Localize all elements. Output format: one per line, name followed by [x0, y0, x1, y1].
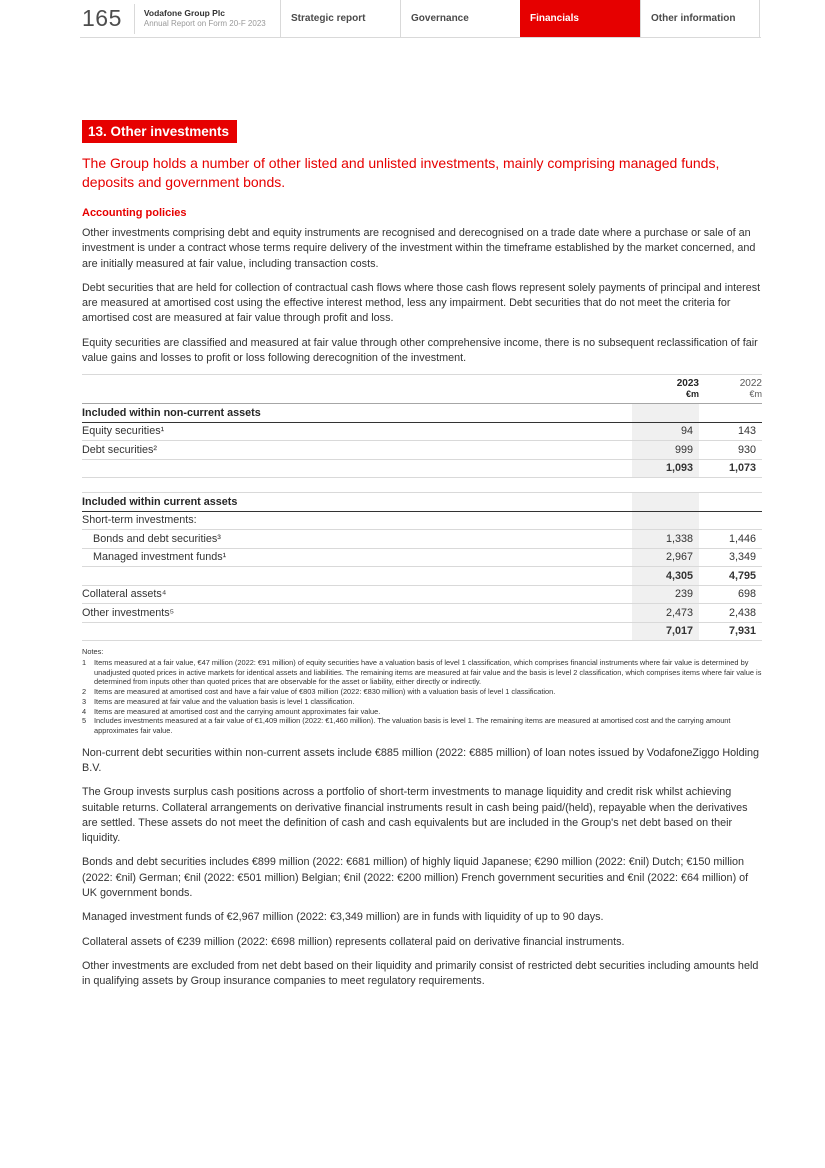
section-label: Included within non-current assets	[82, 404, 632, 423]
value-2023: 1,338	[632, 530, 699, 549]
value-2023: 999	[632, 441, 699, 460]
table-row	[82, 604, 762, 623]
group-label: Short-term investments:	[82, 511, 632, 530]
footnote-number: 4	[82, 706, 87, 716]
note-13-section	[82, 120, 762, 990]
subtotal-row-short-term	[82, 567, 762, 586]
row-label: Debt securities²	[82, 441, 632, 460]
footnote	[82, 658, 769, 687]
company-name: Vodafone Group Plc	[143, 8, 225, 19]
tab-strategic-report[interactable]: Strategic report	[280, 0, 400, 37]
value-2022: 698	[699, 585, 762, 604]
footnote-number: 1	[82, 658, 87, 668]
table-gap	[82, 478, 762, 492]
section-tabs	[280, 0, 761, 37]
footnote	[82, 697, 769, 707]
table-header-row	[82, 375, 762, 404]
value-2022: 3,349	[699, 548, 762, 567]
report-identity	[135, 8, 266, 29]
tab-other-information[interactable]: Other information	[640, 0, 760, 37]
footnote	[82, 687, 769, 697]
value-2023: 2,473	[632, 604, 699, 623]
commentary	[82, 746, 762, 990]
row-label: Collateral assets⁴	[82, 585, 632, 604]
value-2022: 143	[699, 422, 762, 441]
footnote-text: Items are measured at amortised cost and the carrying amount approximates fair value.	[94, 706, 381, 716]
row-label: Equity securities¹	[82, 422, 632, 441]
accounting-policies-heading: Accounting policies	[82, 207, 187, 219]
footnote	[82, 707, 769, 717]
header-left	[80, 0, 280, 37]
section-row-current	[82, 493, 762, 512]
value-2022: 930	[699, 441, 762, 460]
tab-financials[interactable]: Financials	[520, 0, 640, 37]
page-header	[80, 0, 761, 38]
table-row	[82, 441, 762, 460]
accounting-policies-paragraph: Debt securities that are held for collection of contractual cash flows where those cash flows represent solely payments of principal and interest are measured at amortised cost using the effective interest method, less any impairment. Debt securities that do not meet the criteria for amortised cost are measured at fair value through profit and loss.	[82, 281, 761, 325]
section-row-non-current	[82, 404, 762, 423]
footnote-number: 3	[82, 696, 87, 706]
column-header-2022: 2022 €m	[699, 375, 762, 404]
commentary-paragraph: Bonds and debt securities includes €899 million (2022: €681 million) of highly liquid Japanese; €290 million (2022: €nil) Dutch; €150 million (2022: €nil) German; €nil (2022: €501 million) Belgian; €nil (2022: €200 million) French government securities and €nil (2022: €64 million) of UK government bonds.	[82, 856, 749, 900]
note-13-intro: The Group holds a number of other listed and unlisted investments, mainly comprising managed funds, deposits and government bonds.	[82, 155, 720, 190]
value-2023: 94	[632, 422, 699, 441]
table-row	[82, 422, 762, 441]
report-name: Annual Report on Form 20-F 2023	[143, 18, 266, 28]
group-label-row	[82, 511, 762, 530]
value-2022: 2,438	[699, 604, 762, 623]
commentary-paragraph: Collateral assets of €239 million (2022: €698 million) represents collateral paid on derivative financial instruments.	[82, 935, 625, 948]
total-row-current	[82, 622, 762, 641]
commentary-paragraph: Non-current debt securities within non-current assets include €885 million (2022: €885 million) of loan notes issued by VodafoneZiggo Holding B.V.	[82, 746, 759, 774]
table-header-spacer	[82, 375, 632, 404]
value-2023: 2,967	[632, 548, 699, 567]
note-13-title: 13. Other investments	[82, 120, 237, 143]
accounting-policies-paragraph: Equity securities are classified and measured at fair value through other comprehensive income, there is no subsequent reclassification of fair value gains and losses to profit or loss following derecognition of the investment.	[82, 336, 758, 365]
subtotal-2022: 4,795	[699, 567, 762, 586]
page-number: 165	[82, 5, 122, 31]
footnotes-heading: Notes:	[82, 647, 104, 657]
footnote	[82, 716, 769, 735]
commentary-paragraph: The Group invests surplus cash positions across a portfolio of short-term investments to manage liquidity and credit risk whilst achieving suitable returns. Collateral arrangements on derivative financial instruments result in cash being paid/(held), repayable when the derivatives are settled. These assets do not meet the definition of cash and cash equivalents but are included in the Group's net debt based on their liquidity.	[82, 786, 748, 845]
total-row-non-current	[82, 459, 762, 478]
table-row	[82, 548, 762, 567]
total-2023: 1,093	[632, 459, 699, 478]
current-assets-table	[82, 492, 762, 641]
row-label: Bonds and debt securities³	[82, 530, 632, 549]
row-label: Managed investment funds¹	[82, 548, 632, 567]
tab-governance[interactable]: Governance	[400, 0, 520, 37]
table-row	[82, 530, 762, 549]
commentary-paragraph: Other investments are excluded from net debt based on their liquidity and primarily consist of restricted debt securities including amounts held in qualifying assets by Group insurance companies to meet regulatory requirements.	[82, 959, 759, 988]
column-header-2023: 2023 €m	[632, 375, 699, 404]
footnote-text: Includes investments measured at a fair value of €1,409 million (2022: €1,460 million). The valuation basis is level 1. The remaining items are measured at amortised cost and the carrying amount approximates fair value.	[94, 716, 731, 735]
subtotal-2023: 4,305	[632, 567, 699, 586]
table-row	[82, 585, 762, 604]
footnote-number: 5	[82, 716, 87, 726]
commentary-paragraph: Managed investment funds of €2,967 million (2022: €3,349 million) are in funds with liquidity of up to 90 days.	[82, 911, 604, 924]
value-2023: 239	[632, 585, 699, 604]
row-label: Other investments⁵	[82, 604, 632, 623]
non-current-assets-table	[82, 374, 762, 478]
value-2022: 1,446	[699, 530, 762, 549]
footnotes	[82, 647, 769, 735]
section-label: Included within current assets	[82, 493, 632, 512]
footnote-number: 2	[82, 687, 87, 697]
total-2023: 7,017	[632, 622, 699, 641]
total-2022: 1,073	[699, 459, 762, 478]
footnote-text: Items measured at a fair value, €47 million (2022: €91 million) of equity securities have a valuation basis of level 1 classification, which comprises financial instruments where fair value is determined by unadjusted quoted prices in active markets for identical assets and liabilities. The remaining items are measured at fair value and the basis is level 2 classification, which comprises items where fair value is determined from inputs other than quoted prices that are observable for the asset or liability, either directly or indirectly.	[94, 658, 762, 687]
footnote-text: Items are measured at fair value and the valuation basis is level 1 classification.	[94, 696, 355, 706]
footnote-text: Items are measured at amortised cost and have a fair value of €803 million (2022: €830 million) with a valuation basis of level 1 classification.	[94, 687, 556, 697]
accounting-policies-paragraph: Other investments comprising debt and equity instruments are recognised and derecognised on a trade date where a purchase or sale of an investment is under a contract whose terms require delivery of the investment within the timeframe established by the market concerned, and are initially measured at fair value, including transaction costs.	[82, 227, 756, 270]
total-2022: 7,931	[699, 622, 762, 641]
